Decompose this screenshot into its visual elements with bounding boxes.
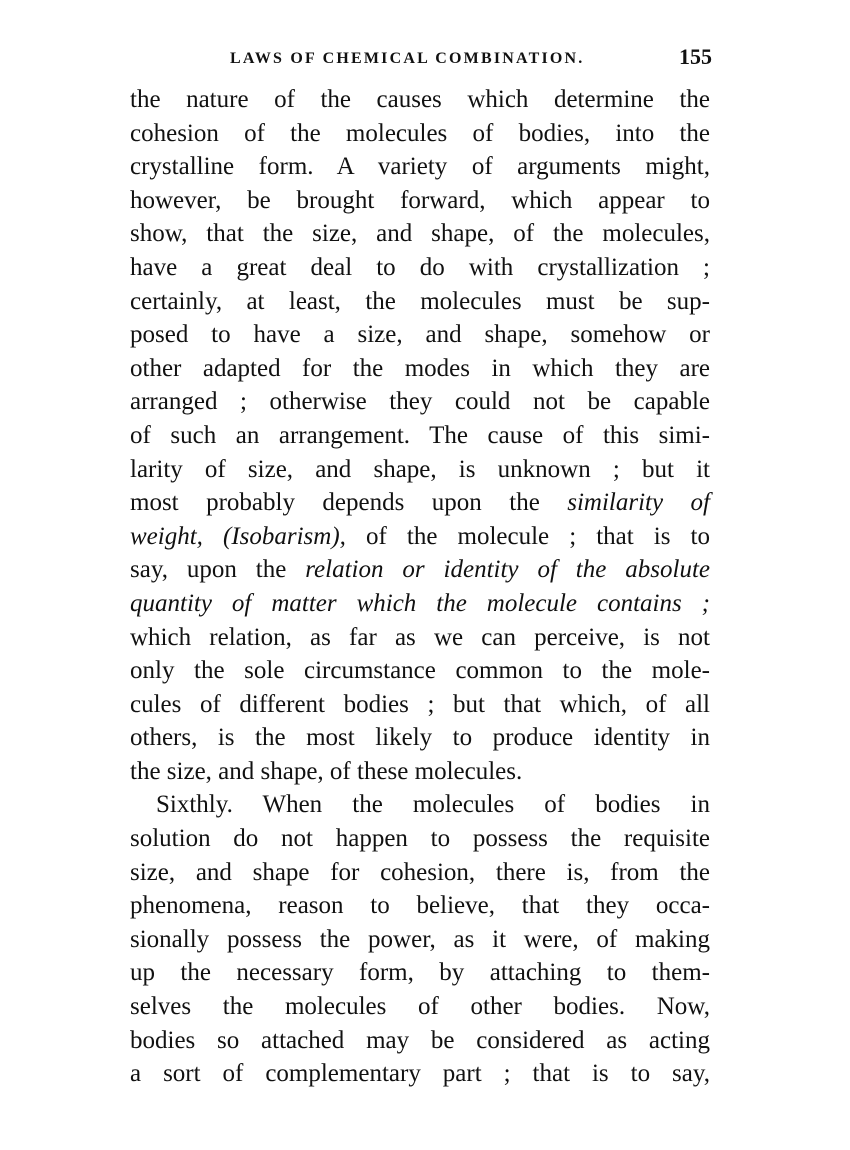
text-segment: posed to have a size, and shape, somehow or <box>130 321 710 349</box>
text-line <box>130 1057 710 1091</box>
italic-text: weight, (Isobarism), <box>130 522 346 550</box>
text-segment: of the molecule ; that is to <box>345 522 710 550</box>
text-line <box>130 217 710 251</box>
text-line <box>130 150 710 184</box>
text-line <box>130 923 710 957</box>
text-segment: sionally possess the power, as it were, of making <box>130 925 710 953</box>
body-text <box>130 83 710 1091</box>
text-line <box>130 587 710 621</box>
text-segment: certainly, at least, the molecules must be sup- <box>130 287 710 315</box>
text-segment: selves the molecules of other bodies. Now, <box>130 993 710 1021</box>
text-line <box>130 721 710 755</box>
text-line <box>130 1024 710 1058</box>
text-line <box>130 486 710 520</box>
text-line <box>130 755 710 789</box>
text-segment: say, upon the <box>130 556 306 584</box>
text-line <box>130 352 710 386</box>
text-segment: the size, and shape, of these molecules. <box>130 757 523 785</box>
text-segment: show, that the size, and shape, of the molecules, <box>130 220 710 248</box>
text-line <box>130 688 710 722</box>
text-segment: solution do not happen to possess the requisite <box>130 825 710 853</box>
italic-text: similarity of <box>567 489 710 517</box>
text-segment: up the necessary form, by attaching to them- <box>130 959 710 987</box>
text-segment: only the sole circumstance common to the mole- <box>130 657 710 685</box>
text-segment: of such an arrangement. The cause of this simi- <box>130 421 710 449</box>
text-segment: phenomena, reason to believe, that they occa- <box>130 892 710 920</box>
text-segment: larity of size, and shape, is unknown ; but it <box>130 455 710 483</box>
italic-text: quantity of matter which the molecule contains ; <box>130 589 710 617</box>
text-line <box>130 956 710 990</box>
text-segment: crystalline form. A variety of arguments might, <box>130 153 710 181</box>
text-segment: cules of different bodies ; but that which, of all <box>130 690 710 718</box>
text-segment: which relation, as far as we can perceive, is not <box>130 623 710 651</box>
text-line <box>130 251 710 285</box>
text-line <box>130 990 710 1024</box>
text-segment: the nature of the causes which determine the <box>130 86 710 113</box>
text-line <box>130 889 710 923</box>
text-line <box>130 419 710 453</box>
text-line <box>130 822 710 856</box>
text-segment: cohesion of the molecules of bodies, into the <box>130 119 710 147</box>
text-segment: have a great deal to do with crystallization ; <box>130 253 710 281</box>
text-line <box>130 184 710 218</box>
text-line <box>130 385 710 419</box>
page-header <box>130 44 712 74</box>
text-line <box>130 654 710 688</box>
page-number: 155 <box>679 44 712 69</box>
text-line <box>130 856 710 890</box>
text-line <box>130 553 710 587</box>
running-head: LAWS OF CHEMICAL COMBINATION. <box>230 50 585 67</box>
text-line <box>130 83 710 117</box>
text-segment: Sixthly. When the molecules of bodies in <box>156 791 710 819</box>
text-line <box>130 788 710 822</box>
text-segment: most probably depends upon the <box>130 489 568 517</box>
text-line <box>130 520 710 554</box>
text-segment: others, is the most likely to produce identity in <box>130 724 710 752</box>
text-line <box>130 621 710 655</box>
text-segment: other adapted for the modes in which they are <box>130 354 710 382</box>
text-segment: arranged ; otherwise they could not be capable <box>130 388 710 416</box>
text-segment: however, be brought forward, which appear to <box>130 186 710 214</box>
text-line <box>130 285 710 319</box>
text-segment: size, and shape for cohesion, there is, from the <box>130 858 710 886</box>
text-segment: a sort of complementary part ; that is to say, <box>130 1060 710 1088</box>
text-line <box>130 453 710 487</box>
text-line <box>130 117 710 151</box>
text-segment: bodies so attached may be considered as acting <box>130 1026 710 1054</box>
text-line <box>130 318 710 352</box>
italic-text: relation or identity of the absolute <box>305 556 710 584</box>
